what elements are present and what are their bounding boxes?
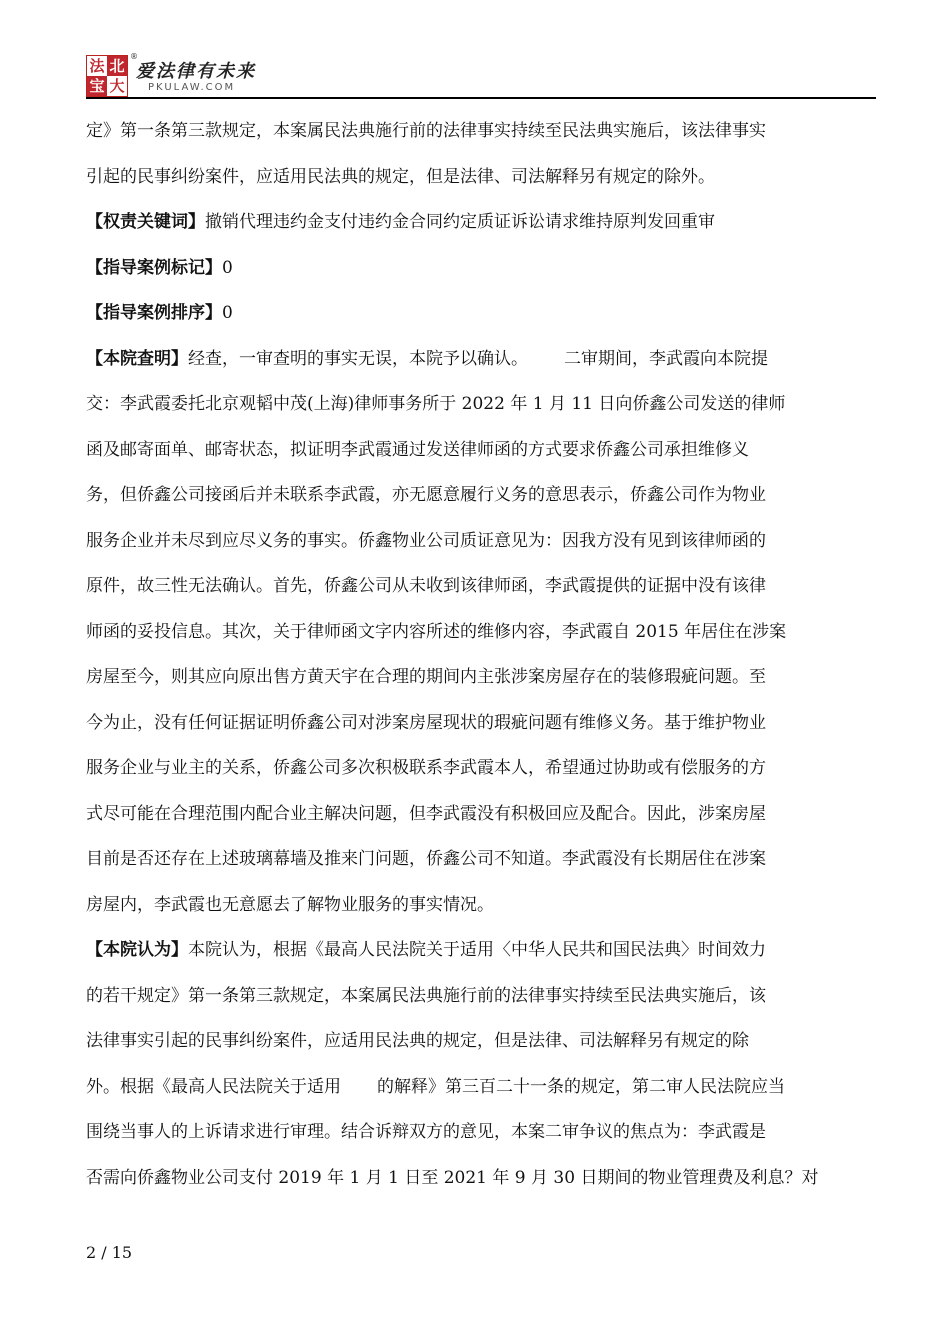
document-line — [86, 883, 862, 929]
section-label: 【指导案例排序】 — [86, 303, 222, 323]
pkulaw-logo — [86, 55, 128, 97]
document-line — [86, 792, 862, 838]
document-line — [86, 1019, 862, 1065]
document-line — [86, 155, 862, 201]
line-text: 引起的民事纠纷案件，应适用民法典的规定，但是法律、司法解释另有规定的除外。 — [86, 166, 715, 187]
document-line — [86, 337, 862, 383]
document-line — [86, 837, 862, 883]
line-text: 房屋至今，则其应向原出售方黄天宇在合理的期间内主张涉案房屋存在的装修瑕疵问题。至 — [86, 667, 766, 687]
document-line — [86, 610, 862, 656]
document-line — [86, 1110, 862, 1156]
line-text: 函及邮寄面单、邮寄状态，拟证明李武霞通过发送律师函的方式要求侨鑫公司承担维修义 — [86, 439, 749, 460]
document-line — [86, 291, 862, 337]
header-slogan: 爱法律有未来 — [136, 61, 256, 82]
line-text: 外。根据《最高人民法院关于适用 — [86, 1076, 341, 1097]
line-text: 撤销代理违约金支付违约金合同约定质证诉讼请求维持原判发回重审 — [205, 212, 715, 232]
document-line — [86, 382, 862, 428]
document-line — [86, 974, 862, 1020]
document-line — [86, 655, 862, 701]
document-line — [86, 109, 862, 155]
line-text-tail: 的解释》第三百二十一条的规定，第二审人民法院应当 — [377, 1076, 785, 1097]
document-line — [86, 200, 862, 246]
line-text: 服务企业与业主的关系，侨鑫公司多次积极联系李武霞本人，希望通过协助或有偿服务的方 — [86, 758, 766, 778]
page-header — [86, 50, 876, 98]
line-text: 0 — [222, 303, 233, 323]
document-line — [86, 519, 862, 565]
document-line — [86, 701, 862, 747]
document-line — [86, 746, 862, 792]
header-rule — [86, 97, 876, 99]
line-text: 今为止，没有任何证据证明侨鑫公司对涉案房屋现状的瑕疵问题有维修义务。基于维护物业 — [86, 712, 766, 733]
document-line — [86, 428, 862, 474]
logo-char: 北 — [107, 56, 127, 76]
document-line — [86, 473, 862, 519]
page-number: 2 / 15 — [86, 1243, 133, 1262]
line-text: 定》第一条第三款规定，本案属民法典施行前的法律事实持续至民法典实施后，该法律事实 — [86, 121, 766, 141]
line-text: 围绕当事人的上诉请求进行审理。结合诉辩双方的意见，本案二审争议的焦点为：李武霞是 — [86, 1122, 766, 1142]
logo-char: 法 — [89, 57, 105, 75]
header-domain: PKULAW.COM — [148, 82, 236, 93]
line-text-tail: 二审期间，李武霞向本院提 — [564, 348, 768, 369]
logo-char: 宝 — [87, 76, 107, 96]
registered-mark: ® — [130, 52, 138, 61]
line-text: 房屋内，李武霞也无意愿去了解物业服务的事实情况。 — [86, 894, 494, 915]
line-text: 0 — [222, 257, 233, 278]
document-line — [86, 1156, 862, 1202]
line-text: 交：李武霞委托北京观韬中茂(上海)律师事务所于 2022 年 1 月 11 日向侨鑫公司发送的律师 — [86, 394, 786, 414]
section-label: 【指导案例标记】 — [86, 257, 222, 278]
line-text: 服务企业并未尽到应尽义务的事实。侨鑫物业公司质证意见为：因我方没有见到该律师函的 — [86, 530, 766, 551]
line-text: 经查，一审查明的事实无误，本院予以确认。 — [188, 348, 528, 369]
document-line — [86, 1065, 862, 1111]
line-text: 师函的妥投信息。其次，关于律师函文字内容所述的维修内容，李武霞自 2015 年居住在涉案 — [86, 621, 787, 642]
document-line — [86, 246, 862, 292]
document-body — [86, 109, 862, 1201]
line-text: 本院认为，根据《最高人民法院关于适用〈中华人民共和国民法典〉时间效力 — [188, 940, 766, 960]
line-text: 法律事实引起的民事纠纷案件，应适用民法典的规定，但是法律、司法解释另有规定的除 — [86, 1031, 749, 1051]
line-text: 的若干规定》第一条第三款规定，本案属民法典施行前的法律事实持续至民法典实施后，该 — [86, 985, 766, 1006]
line-text: 目前是否还存在上述玻璃幕墙及推来门问题，侨鑫公司不知道。李武霞没有长期居住在涉案 — [86, 849, 766, 869]
section-label: 【本院查明】 — [86, 348, 188, 369]
line-text: 否需向侨鑫物业公司支付 2019 年 1 月 1 日至 2021 年 9 月 30 日期间的物业管理费及利息？对 — [86, 1167, 819, 1188]
line-text: 务，但侨鑫公司接函后并未联系李武霞，亦无愿意履行义务的意思表示，侨鑫公司作为物业 — [86, 485, 766, 505]
section-label: 【本院认为】 — [86, 940, 188, 960]
logo-char: 大 — [109, 77, 125, 95]
document-line — [86, 564, 862, 610]
section-label: 【权责关键词】 — [86, 212, 205, 232]
line-text: 式尽可能在合理范围内配合业主解决问题，但李武霞没有积极回应及配合。因此，涉案房屋 — [86, 803, 766, 824]
line-text: 原件，故三性无法确认。首先，侨鑫公司从未收到该律师函，李武霞提供的证据中没有该律 — [86, 576, 766, 596]
document-line — [86, 928, 862, 974]
